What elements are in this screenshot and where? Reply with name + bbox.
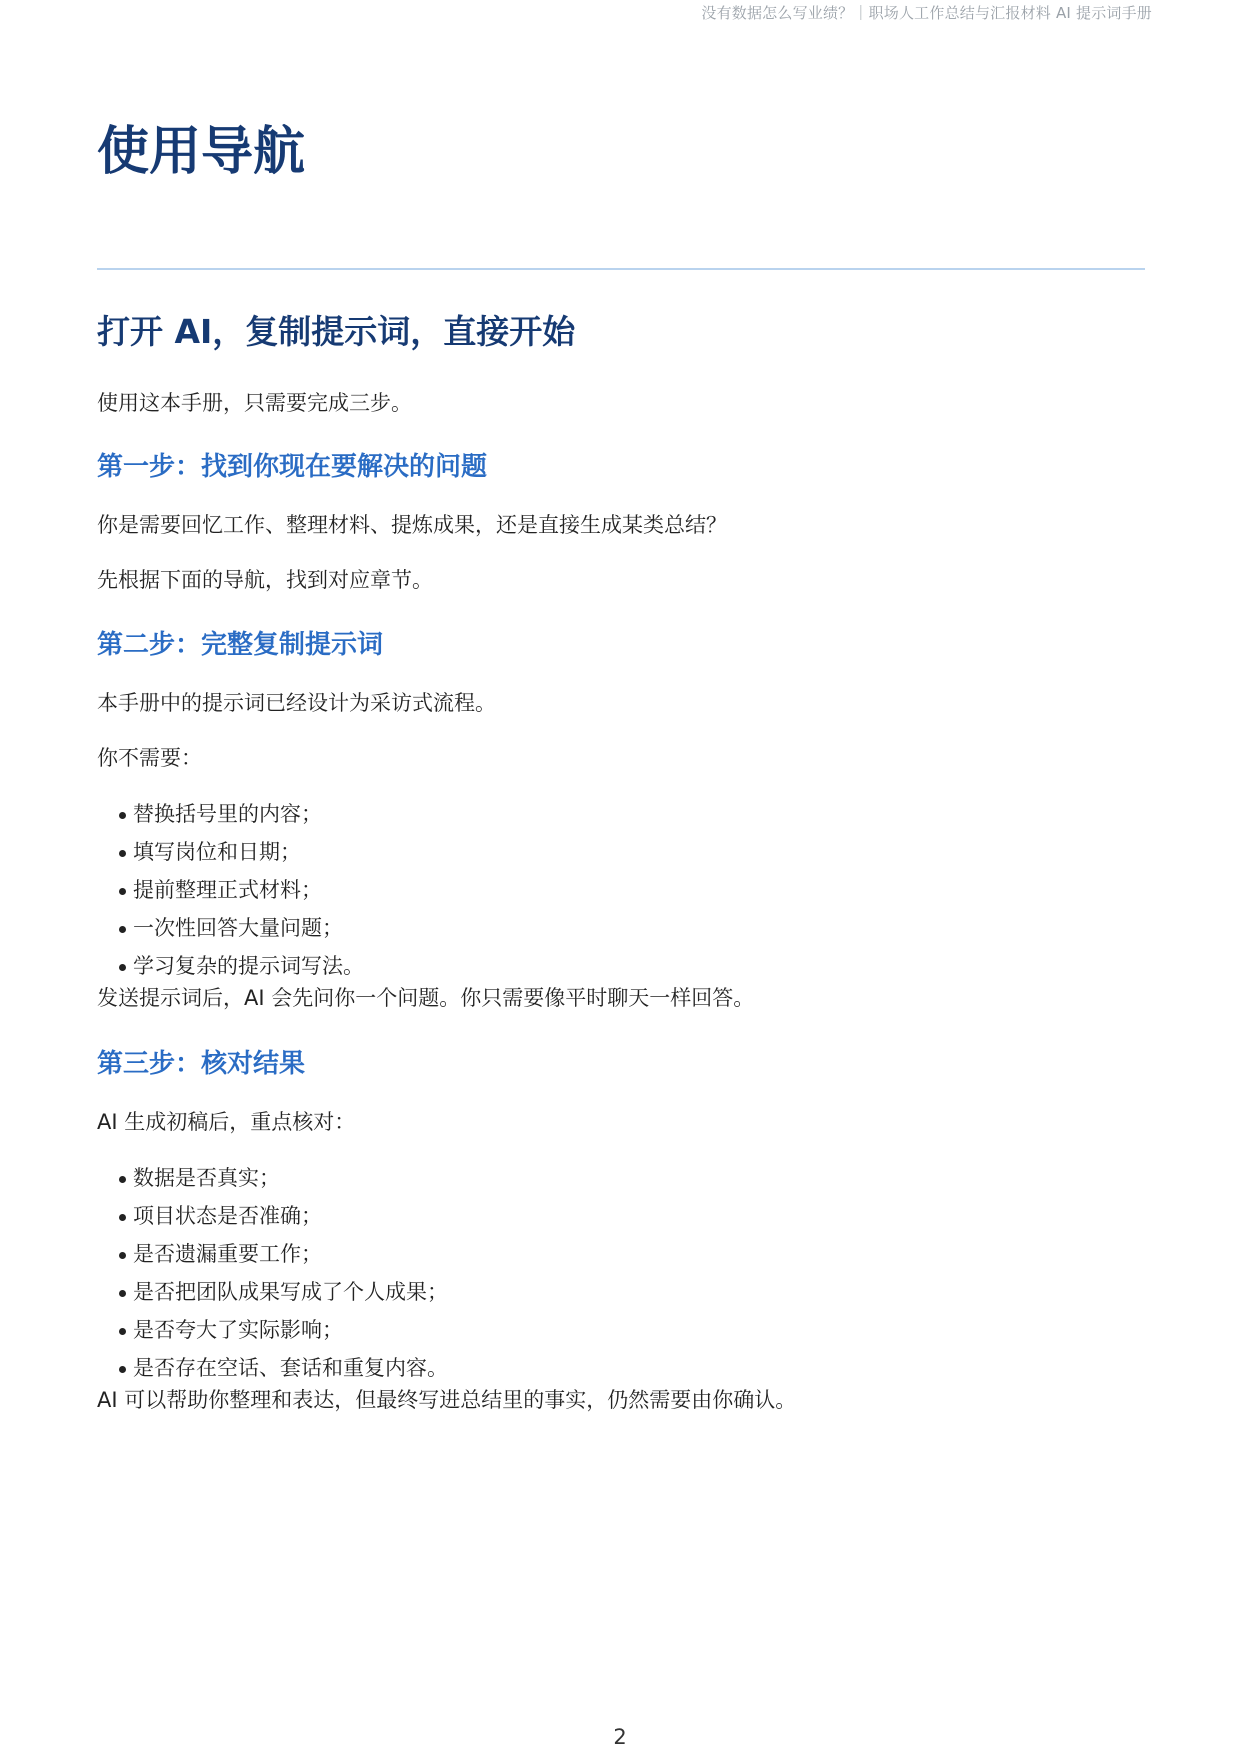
list-item: 项目状态是否准确； bbox=[119, 1201, 1145, 1239]
step3-heading: 第三步：核对结果 bbox=[97, 1049, 306, 1079]
list-item: 是否把团队成果写成了个人成果； bbox=[119, 1277, 1145, 1315]
step2-paragraph-2: 你不需要： bbox=[97, 746, 202, 770]
step3-intro: AI 生成初稿后，重点核对： bbox=[97, 1110, 356, 1134]
page-number: 2 bbox=[613, 1725, 627, 1749]
page-title: 使用导航 bbox=[97, 122, 306, 182]
content bbox=[97, 388, 1145, 1415]
running-header: 没有数据怎么写业绩？｜职场人工作总结与汇报材料 AI 提示词手册 bbox=[701, 4, 1152, 22]
list-item: 填写岗位和日期； bbox=[119, 837, 1145, 875]
section-title: 打开 AI，复制提示词，直接开始 bbox=[97, 312, 576, 351]
list-item: 学习复杂的提示词写法。 bbox=[119, 951, 1145, 989]
list-item: 数据是否真实； bbox=[119, 1163, 1145, 1201]
step2-paragraph-1: 本手册中的提示词已经设计为采访式流程。 bbox=[97, 691, 496, 715]
step2-heading: 第二步：完整复制提示词 bbox=[97, 630, 384, 660]
intro-paragraph: 使用这本手册，只需要完成三步。 bbox=[97, 391, 412, 415]
step1-heading: 第一步：找到你现在要解决的问题 bbox=[97, 452, 488, 482]
step2-bullet-list bbox=[97, 799, 1145, 989]
list-item: 提前整理正式材料； bbox=[119, 875, 1145, 913]
step1-paragraph-2: 先根据下面的导航，找到对应章节。 bbox=[97, 568, 433, 592]
step3-closing: AI 可以帮助你整理和表达，但最终写进总结里的事实，仍然需要由你确认。 bbox=[97, 1388, 797, 1412]
list-item: 是否存在空话、套话和重复内容。 bbox=[119, 1353, 1145, 1391]
step3-bullet-list bbox=[97, 1163, 1145, 1391]
title-divider bbox=[97, 268, 1145, 270]
list-item: 替换括号里的内容； bbox=[119, 799, 1145, 837]
list-item: 一次性回答大量问题； bbox=[119, 913, 1145, 951]
list-item: 是否遗漏重要工作； bbox=[119, 1239, 1145, 1277]
step2-closing: 发送提示词后，AI 会先问你一个问题。你只需要像平时聊天一样回答。 bbox=[97, 986, 755, 1010]
step1-paragraph-1: 你是需要回忆工作、整理材料、提炼成果，还是直接生成某类总结？ bbox=[97, 513, 727, 537]
list-item: 是否夸大了实际影响； bbox=[119, 1315, 1145, 1353]
